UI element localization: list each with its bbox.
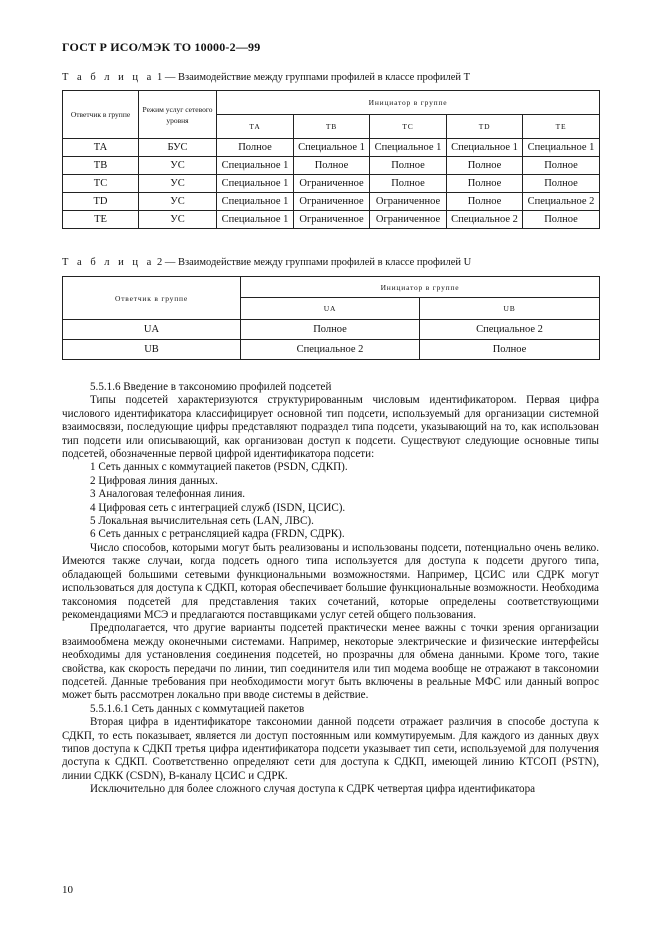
table2-caption — [62, 257, 471, 268]
table-cell: УС — [139, 175, 217, 193]
table-row — [63, 157, 600, 175]
table-cell: Полное — [523, 157, 600, 175]
table-cell: УС — [139, 211, 217, 229]
table-cell: Полное — [447, 193, 523, 211]
list-item: 1 Сеть данных с коммутацией пакетов (PSDN, СДКП). — [90, 461, 348, 474]
table-row — [63, 139, 600, 157]
table1-initiator-tc: ТС — [370, 115, 447, 139]
table2-caption-text: 2 — Взаимодействие между группами профилей в классе профилей U — [156, 257, 472, 268]
table-cell: ТС — [63, 175, 139, 193]
table-cell: Специальное 2 — [241, 340, 420, 360]
table2-initiator-ua: UA — [241, 298, 420, 320]
table-cell: Полное — [294, 157, 370, 175]
table1-initiator-td: TD — [447, 115, 523, 139]
table-cell: ТЕ — [63, 211, 139, 229]
table-cell: ТВ — [63, 157, 139, 175]
paragraph: Исключительно для более сложного случая доступа к СДРК четвертая цифра идентификатора — [90, 783, 536, 796]
table1-header-mode: Режим услуг сетевого уровня — [139, 91, 217, 139]
table-cell: Специальное 1 — [217, 175, 294, 193]
table1-caption-lead: Т а б л и ц а — [62, 72, 155, 83]
table2-initiator-ub: UB — [420, 298, 600, 320]
table-cell: Специальное 1 — [447, 139, 523, 157]
table2-header-responder: Ответчик в группе — [63, 277, 241, 320]
list-item: 3 Аналоговая телефонная линия. — [90, 488, 246, 501]
table2-header-initiator: Инициатор в группе — [241, 277, 600, 298]
list-item: 4 Цифровая сеть с интеграцией служб (ISDN, ЦСИС). — [90, 501, 346, 514]
paragraph: Вторая цифра в идентификаторе таксономии данной подсети отражает различия в способе доступа к СДКП, то есть показывает, является ли доступ постоянным или коммутируемым. Для каждого из данных двух типов доступа к СДКП третья цифра идентификатора подсети указывает тип сети, используемой для получения доступа к СДКП. Соответственно определяют сети для доступа к СДКП, имеющей линию КТСОП (PSTN), линии СДКК (CSDN), В-каналу ЦСИС и СДРК. — [62, 716, 599, 782]
table-row — [63, 193, 600, 211]
table-cell: УС — [139, 193, 217, 211]
table-cell: Ограниченное — [294, 175, 370, 193]
table-cell: Ограниченное — [370, 211, 447, 229]
page-number: 10 — [62, 884, 73, 896]
table-cell: Специальное 1 — [217, 211, 294, 229]
section-heading: 5.5.1.6 Введение в таксономию профилей подсетей — [90, 381, 332, 393]
table-row — [63, 175, 600, 193]
table-cell: Специальное 2 — [523, 193, 600, 211]
table-row — [63, 320, 600, 340]
table-cell: Специальное 1 — [523, 139, 600, 157]
table-cell: Специальное 1 — [370, 139, 447, 157]
table-cell: Специальное 2 — [420, 320, 600, 340]
document-header: ГОСТ Р ИСО/МЭК ТО 10000-2—99 — [62, 40, 261, 54]
table-cell: Специальное 1 — [294, 139, 370, 157]
table-cell: Полное — [447, 175, 523, 193]
table-cell: Специальное 2 — [447, 211, 523, 229]
table-cell: Ограниченное — [294, 211, 370, 229]
list-item: 6 Сеть данных с ретрансляцией кадра (FRDN, СДРК). — [90, 528, 345, 541]
table-cell: Полное — [370, 175, 447, 193]
table-cell: УС — [139, 157, 217, 175]
table-cell: Полное — [370, 157, 447, 175]
table-cell: Ограниченное — [294, 193, 370, 211]
table1-header-responder: Ответчик в группе — [63, 91, 139, 139]
table-cell: Полное — [523, 211, 600, 229]
table-cell: Полное — [420, 340, 600, 360]
paragraph: Число способов, которыми могут быть реализованы и использованы подсети, потенциально очень велико. Имеются также случаи, когда подсеть одного типа используется для доступа к подсети другого типа, обладающей большими сетевыми функциональными возможностями. Например, ЦСИС или СДРК могут использоваться для доступа к СДКП, которая обеспечивает большие функциональные возможности. Необходима таксономия подсетей для представления таких сочетаний, которые определены соответствующими рекомендациями МСЭ и предлагаются поставщиками услуг сетей общего пользования. — [62, 541, 599, 621]
table-1 — [62, 90, 600, 229]
table-row — [63, 340, 600, 360]
paragraph: Предполагается, что другие варианты подсетей практически менее важны с точки зрения организации взаимообмена между оконечными системами. Например, некоторые электрические и физические интерфейсы необходимы для установления соединения подсетей, но прозрачны для обмена данными. Кроме того, такие свойства, как скорость передачи по линии, тип соединителя или тип модема вообще не отражают в таксономии подсетей. Данные требования при необходимости могут быть включены в реальные МФС или данный вопрос может быть рассмотрен локально при вводе системы в действие. — [62, 622, 599, 702]
table-cell: Специальное 1 — [217, 157, 294, 175]
table-2 — [62, 276, 600, 360]
table-cell: Специальное 1 — [217, 193, 294, 211]
body-text — [62, 381, 599, 797]
table-cell: ТА — [63, 139, 139, 157]
table-cell: UB — [63, 340, 241, 360]
table-cell: TD — [63, 193, 139, 211]
table1-initiator-te: ТЕ — [523, 115, 600, 139]
table1-caption-text: 1 — Взаимодействие между группами профилей в классе профилей Т — [156, 72, 471, 83]
table1-caption — [62, 72, 470, 83]
list-item: 5 Локальная вычислительная сеть (LAN, ЛВС). — [90, 515, 314, 528]
table1-initiator-tb: ТВ — [294, 115, 370, 139]
table-row — [63, 211, 600, 229]
table-cell: Полное — [447, 157, 523, 175]
table2-caption-lead: Т а б л и ц а — [62, 257, 155, 268]
table-cell: UA — [63, 320, 241, 340]
table-cell: Ограниченное — [370, 193, 447, 211]
table1-initiator-ta: ТА — [217, 115, 294, 139]
table-cell: Полное — [523, 175, 600, 193]
table1-header-initiator: Инициатор в группе — [217, 91, 600, 115]
table-cell: Полное — [217, 139, 294, 157]
table-cell: БУС — [139, 139, 217, 157]
subsection-heading: 5.5.1.6.1 Сеть данных с коммутацией пакетов — [90, 702, 305, 715]
list-item: 2 Цифровая линия данных. — [90, 474, 218, 487]
paragraph: Типы подсетей характеризуются структурированным числовым идентификатором. Первая цифра числового идентификатора классифицирует основной тип подсети, используемый для организации системной взаимосвязи, последующие цифры представляют подраздел типа подсети, указывающий на то, как использован тип подсети или описывающий, как организован доступ к подсети. Существуют следующие основные типы подсетей, обозначенные первой цифрой идентификатора подсети: — [62, 394, 599, 461]
table-cell: Полное — [241, 320, 420, 340]
